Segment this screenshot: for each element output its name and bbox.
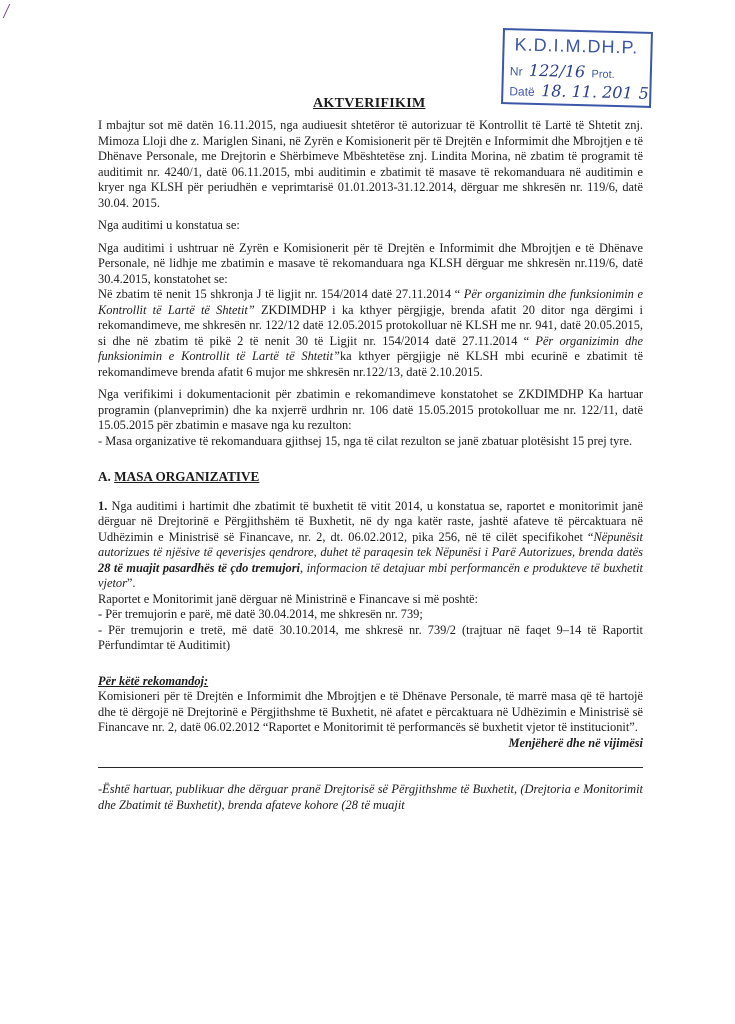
recommendation-timing: Menjëherë dhe në vijimësi — [508, 735, 643, 750]
compliance-text-c: ZKDIMDHP i ka kthyer përgjigje, brenda afatit 20 ditor nga dërgimi i rekomandimeve, me shkresën nr. 122/12 datë 12.05.2015 protokolluar në KLSH me nr. 941, datë 20.05.2015, si dhe në zbatim të pikë 2 të nenit 30 të Ligjit nr. 154/2014 datë 27.11.2014 “ — [98, 302, 643, 348]
item-quote-b: Nëpunësit autorizues të njësive të qeverisjes qendrore, duhet të paraqesin tek Nëpunësi i Parë Autorizues, brenda datës — [98, 529, 643, 559]
compliance-text-a: Në zbatim të nenit 15 shkronja J të ligjit nr. 154/2014 datë 27.11.2014 “ — [98, 287, 464, 301]
compliance-text-e: ka kthyer përgjigje në KLSH mbi ecurinë e zbatimit të rekomandimeve brenda afatit 6 mujor me shkresën nr.122/13, datë 2.10.2015. — [98, 349, 643, 379]
stamp-date-suffix: 5 — [638, 83, 650, 103]
report-line-q1: - Për tremujorin e parë, më datë 30.04.2014, me shkresën nr. 739; — [98, 607, 423, 621]
item-number: 1. — [98, 498, 108, 513]
recommendation-text: Komisioneri për të Drejtën e Informimit dhe Mbrojtjen e të Dhënave Personale, të marrë masa që të hartojë dhe të dërgojë në Drejtorinë e Përgjithshme të Buxhetit, në afatet e përcaktuara në Udhëzimin e Ministrisë së Financave nr. 2, datë 06.02.2012 “Raportet e Monitorimit të performancës së buxhetit vjetor të institucionit”. — [98, 689, 643, 734]
item-quote-d: , informacion të detajuar mbi performancën e produkteve të buxhetit vjetor — [98, 560, 644, 590]
verification-paragraph: Nga verifikimi i dokumentacionit për zbatimin e rekomandimeve konstatohet se ZKDIMDHP Ka hartuar programin (planveprimin) dhe ka nxjerrë urdhrin nr. 106 datë 15.05.2015 protokolluar me nr. 122/11, datë 15.05.2015 për zbatimin e masave nga ku rezulton: — [98, 387, 643, 432]
registration-stamp — [501, 28, 653, 108]
finding-item-1 — [98, 499, 643, 592]
section-prefix: A. — [98, 469, 115, 484]
stamp-date-label: Datë — [509, 84, 535, 99]
document-title: AKTVERIFIKIM — [313, 96, 426, 111]
stamp-nr-label: Nr — [509, 64, 523, 79]
section-heading — [98, 469, 643, 485]
stamp-nr-value: 122/16 — [528, 60, 586, 82]
finding-intro: Nga auditimi u konstatua se: — [98, 218, 240, 232]
implementation-paragraph: -Është hartuar, publikuar dhe dërguar pranë Drejtorisë së Përgjithshme të Buxhetit, (Drejtoria e Monitorimit dhe Zbatimit të Buxhetit), brenda afateve kohore (28 të muajit — [98, 782, 643, 812]
item-quote-deadline: 28 të muajit pasardhës të çdo tremujori — [98, 560, 300, 575]
law-title-1: Për organizimin dhe funksionimin e Kontrollit të Lartë të Shtetit” — [98, 287, 643, 317]
law-title-2: Për organizimin dhe funksionimin e Kontrollit të Lartë të Shtetit” — [98, 333, 643, 363]
reports-intro: Raportet e Monitorimit janë dërguar në Ministrinë e Financave si më poshtë: — [98, 591, 479, 606]
stamp-date-row — [509, 80, 652, 103]
section-divider — [98, 767, 643, 768]
report-line-q3: - Për tremujorin e tretë, më datë 30.10.2014, me shkresë nr. 739/2 (trajtuar në faqet 9–14 të Raportit Përfundimtar të Auditimit) — [98, 622, 643, 652]
stamp-organization: K.D.I.M.DH.P. — [514, 34, 639, 58]
compliance-paragraph — [98, 287, 643, 380]
stamp-number-row — [510, 60, 615, 82]
audit-context-paragraph: Nga auditimi i ushtruar në Zyrën e Komisionerit për të Drejtën e Informimit dhe Mbrojtjen e të Dhënave Personale, në lidhje me zbatimin e masave të rekomanduara nga KLSH dërguar me shkresën nr.119/6, datë 30.4.2015, konstatohet se: — [98, 240, 643, 286]
stamp-nr-suffix: Prot. — [591, 68, 615, 81]
item-text-e: ”. — [126, 576, 136, 590]
item-text-a: Nga auditimi i hartimit dhe zbatimit të buxhetit të vitit 2014, u konstatua se, raportet e monitorimit janë dërguar në Drejtorinë e Përgjithshëm të Buxhetit, në dy nga katër raste, jashtë afateve të përcaktuara në Udhëzimin e Ministrisë së Financave, nr. 2, dt. 06.02.2012, pika 256, në të cilët specifikohet “ — [98, 498, 643, 544]
document-body — [98, 118, 643, 813]
recommendation-heading: Për këtë rekomandoj: — [98, 673, 209, 688]
measures-summary: - Masa organizative të rekomanduara gjithsej 15, nga të cilat rezulton se janë zbatuar plotësisht 15 prej tyre. — [98, 433, 633, 448]
intro-paragraph: I mbajtur sot më datën 16.11.2015, nga audiuesit shtetëror të autorizuar të Kontrollit të Lartë të Shtetit znj. Mimoza Lloji dhe z. Mariglen Sinani, në Zyrën e Komisionerit për të Drejtën e Informimit dhe Mbrojtjen e të Dhënave Personale, me Drejtorin e Shërbimeve Mbështetëse znj. Lindita Morina, në zbatim të programit të auditimit nr. 4240/1, datë 06.11.2015, mbi auditimin e zbatimit të masave të rekomanduara në auditimin e kryer nga KLSH për periudhën e veprimtarisë 01.01.2013-31.12.2014, dërguar me shkresën nr. 119/6, datë 30.04. 2015. — [98, 118, 643, 210]
stamp-date-value: 18. 11. 201 — [540, 81, 633, 103]
section-label: MASA ORGANIZATIVE — [114, 469, 260, 484]
pen-mark — [3, 4, 21, 18]
